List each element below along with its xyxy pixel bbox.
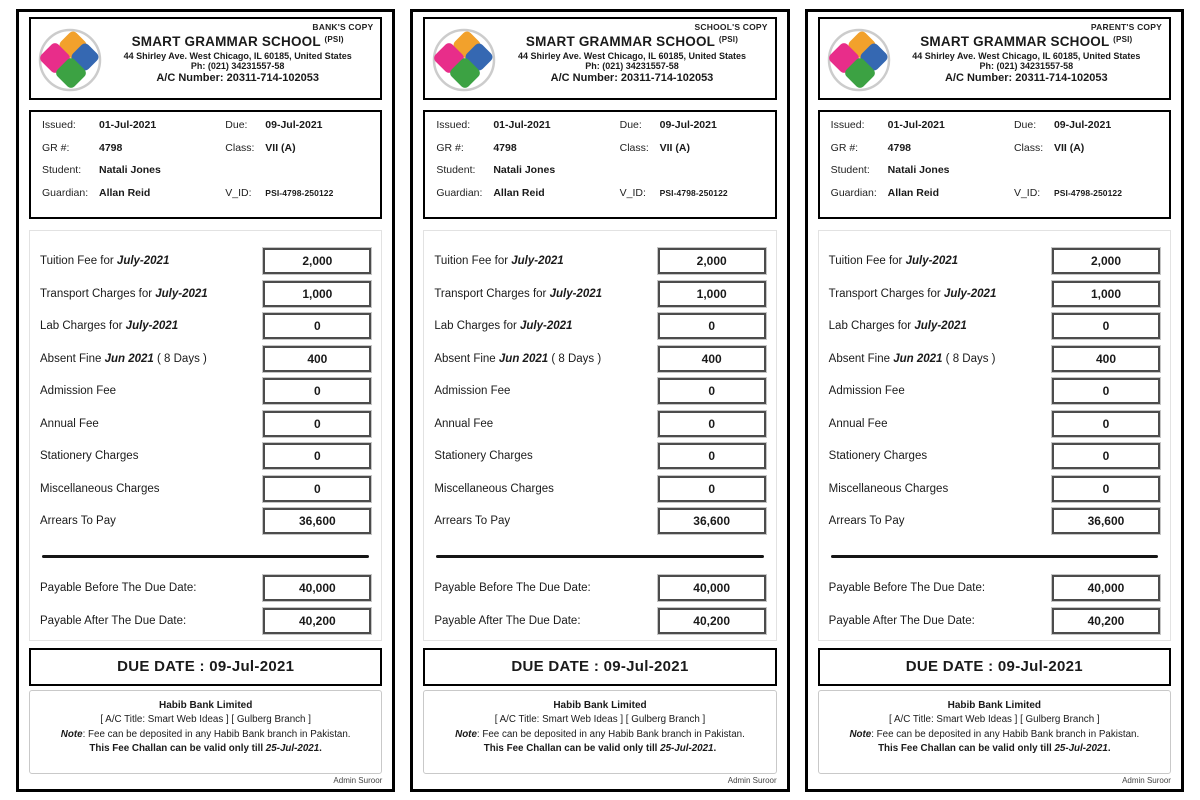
- fee-amount-box: 0: [1052, 443, 1160, 469]
- fee-label: Absent Fine Jun 2021 ( 8 Days ): [828, 352, 996, 365]
- deposit-note: Note: Fee can be deposited in any Habib Bank branch in Pakistan.: [849, 728, 1140, 740]
- class-field: [1014, 142, 1158, 154]
- deposit-note: Note: Fee can be deposited in any Habib Bank branch in Pakistan.: [60, 728, 351, 740]
- school-logo-icon: [38, 28, 102, 92]
- due-field: [1014, 119, 1158, 131]
- payable-before-label: Payable Before The Due Date:: [434, 582, 591, 594]
- class-label: Class:: [619, 141, 649, 154]
- fee-amount-box: 0: [1052, 313, 1160, 339]
- validity-note: This Fee Challan can be valid only till 25-Jul-2021.: [878, 743, 1111, 755]
- fee-row-annual: [829, 411, 1160, 437]
- fee-row-absent-fine: [40, 346, 371, 372]
- bank-account-title: [ A/C Title: Smart Web Ideas ] [ Gulberg Branch ]: [494, 713, 706, 725]
- due-date-banner: DUE DATE : 09-Jul-2021: [423, 648, 776, 686]
- payable-after-row: [40, 608, 371, 634]
- fee-amount-box: 36,600: [658, 508, 766, 534]
- gr-label: GR #:: [830, 141, 859, 154]
- fee-label: Annual Fee: [40, 417, 99, 430]
- fee-label: Stationery Charges: [828, 450, 928, 462]
- school-logo-icon: [432, 28, 496, 92]
- issued-value: 01-Jul-2021: [887, 119, 945, 131]
- voucher-id-field: [1014, 187, 1158, 199]
- guardian-value: Allan Reid: [887, 186, 939, 199]
- payable-before-row: [829, 575, 1160, 601]
- school-name-suffix: (PSI): [1113, 35, 1133, 44]
- fee-label: Annual Fee: [828, 417, 888, 430]
- payable-after-row: [829, 608, 1160, 634]
- class-value: VII (A): [1053, 141, 1085, 154]
- fee-row-admission: [434, 378, 765, 404]
- fee-row-miscellaneous: [434, 476, 765, 502]
- class-field: [620, 142, 764, 154]
- bank-footer-box: [29, 690, 382, 774]
- fee-label: Stationery Charges: [40, 450, 139, 462]
- deposit-note: Note: Fee can be deposited in any Habib Bank branch in Pakistan.: [455, 728, 745, 740]
- fee-amount-box: 0: [263, 443, 371, 469]
- fee-label: Lab Charges for July-2021: [40, 320, 179, 332]
- voucher-id-field: [620, 187, 764, 199]
- info-row-dates: [831, 119, 1158, 142]
- fee-label: Arrears To Pay: [434, 515, 511, 527]
- gr-label: GR #:: [436, 141, 464, 154]
- due-value: 09-Jul-2021: [265, 119, 323, 131]
- fee-label: Absent Fine Jun 2021 ( 8 Days ): [434, 352, 602, 365]
- fee-label: Arrears To Pay: [828, 515, 905, 527]
- school-info: [102, 34, 373, 84]
- school-address: 44 Shirley Ave. West Chicago, IL 60185, United States: [517, 51, 747, 61]
- school-info: [496, 34, 767, 84]
- class-field: [225, 142, 369, 154]
- fee-label: Annual Fee: [434, 417, 494, 430]
- fee-row-tuition: [40, 248, 371, 274]
- info-row-student: [42, 164, 369, 187]
- fee-label: Lab Charges for July-2021: [434, 320, 573, 332]
- fee-amount-box: 36,600: [1052, 508, 1160, 534]
- fee-row-lab: [40, 313, 371, 339]
- student-field: [831, 164, 1014, 176]
- info-row-guardian: [436, 187, 763, 210]
- issued-label: Issued:: [830, 119, 865, 131]
- fee-row-transport: [829, 281, 1160, 307]
- payable-before-amount-box: 40,000: [263, 575, 371, 601]
- payable-after-label: Payable After The Due Date:: [828, 614, 975, 627]
- fee-row-stationery: [40, 443, 371, 469]
- info-row-guardian: [42, 187, 369, 210]
- copy-type-label: BANK'S COPY: [312, 22, 374, 32]
- fee-label: Miscellaneous Charges: [828, 482, 949, 495]
- payable-before-row: [434, 575, 765, 601]
- bank-name: Habib Bank Limited: [553, 699, 647, 711]
- fee-row-arrears: [40, 508, 371, 534]
- school-name-suffix: (PSI): [718, 35, 739, 44]
- school-phone: Ph: (021) 34231557-58: [190, 61, 285, 71]
- payable-after-label: Payable After The Due Date:: [40, 614, 187, 627]
- fee-row-transport: [434, 281, 765, 307]
- fee-label: Miscellaneous Charges: [40, 482, 160, 495]
- guardian-label: Guardian:: [830, 186, 877, 199]
- student-label: Student:: [830, 164, 870, 176]
- due-value: 09-Jul-2021: [659, 119, 717, 131]
- issued-field: [831, 119, 1014, 131]
- student-field: [436, 164, 619, 176]
- student-info-box: [29, 110, 382, 219]
- guardian-label: Guardian:: [436, 186, 483, 199]
- fee-details-box: [423, 230, 776, 641]
- bank-account-title: [ A/C Title: Smart Web Ideas ] [ Gulberg Branch ]: [889, 713, 1100, 725]
- school-name: [891, 34, 1162, 49]
- voucher-id-label: V_ID:: [1013, 186, 1041, 199]
- info-row-guardian: [831, 187, 1158, 210]
- issued-value: 01-Jul-2021: [99, 119, 157, 131]
- school-name-suffix: (PSI): [324, 35, 344, 44]
- school-header-row: [827, 32, 1162, 92]
- guardian-label: Guardian:: [42, 186, 89, 199]
- voucher-id-label: V_ID:: [225, 186, 252, 199]
- due-date-banner: DUE DATE : 09-Jul-2021: [818, 648, 1171, 686]
- fee-label: Absent Fine Jun 2021 ( 8 Days ): [40, 352, 207, 365]
- fee-amount-box: 1,000: [658, 281, 766, 307]
- class-label: Class:: [225, 141, 255, 154]
- fee-label: Stationery Charges: [434, 450, 533, 462]
- fee-challan: [410, 9, 789, 792]
- fee-amount-box: 0: [263, 411, 371, 437]
- class-value: VII (A): [659, 141, 690, 154]
- student-value: Natali Jones: [887, 164, 950, 176]
- fee-label: Tuition Fee for July-2021: [434, 255, 564, 267]
- due-label: Due:: [619, 119, 642, 131]
- issued-label: Issued:: [42, 119, 76, 131]
- bank-name: Habib Bank Limited: [158, 699, 253, 711]
- fee-amount-box: 1,000: [263, 281, 371, 307]
- info-row-gr-class: [436, 142, 763, 165]
- fee-row-admission: [40, 378, 371, 404]
- fee-label: Admission Fee: [434, 385, 511, 397]
- guardian-field: [831, 187, 1014, 199]
- fee-amount-box: 0: [263, 313, 371, 339]
- fee-row-lab: [829, 313, 1160, 339]
- total-separator-rule: [42, 555, 369, 558]
- fee-row-stationery: [829, 443, 1160, 469]
- school-info: [891, 34, 1162, 84]
- student-field: [42, 164, 225, 176]
- voucher-id-label: V_ID:: [619, 186, 646, 199]
- class-label: Class:: [1013, 141, 1044, 154]
- fee-amount-box: 0: [1052, 378, 1160, 404]
- student-info-box: [818, 110, 1171, 219]
- fee-challan: [16, 9, 395, 792]
- fee-label: Tuition Fee for July-2021: [828, 255, 959, 267]
- fee-amount-box: 0: [263, 378, 371, 404]
- student-info-box: [423, 110, 776, 219]
- gr-field: [831, 142, 1014, 154]
- fee-label: Transport Charges for July-2021: [434, 287, 603, 300]
- fee-amount-box: 0: [658, 378, 766, 404]
- fee-challan: [805, 9, 1184, 792]
- total-separator-rule: [831, 555, 1158, 558]
- admin-signature: Admin Suroor: [333, 776, 383, 785]
- bank-footer-box: [423, 690, 776, 774]
- fee-row-stationery: [434, 443, 765, 469]
- fee-row-absent-fine: [434, 346, 765, 372]
- fee-amount-box: 400: [658, 346, 766, 372]
- gr-field: [436, 142, 619, 154]
- gr-value: 4798: [99, 141, 123, 154]
- copy-type-label: SCHOOL'S COPY: [694, 22, 768, 32]
- school-phone: Ph: (021) 34231557-58: [585, 61, 679, 71]
- student-label: Student:: [42, 164, 82, 176]
- school-phone: Ph: (021) 34231557-58: [979, 61, 1074, 71]
- due-field: [225, 119, 369, 131]
- voucher-id-value: PSI-4798-250122: [659, 187, 728, 198]
- due-field: [620, 119, 764, 131]
- school-name-text: SMART GRAMMAR SCHOOL: [920, 34, 1110, 49]
- fee-row-admission: [829, 378, 1160, 404]
- fee-amount-box: 400: [263, 346, 371, 372]
- fee-amount-box: 36,600: [263, 508, 371, 534]
- fee-amount-box: 0: [658, 313, 766, 339]
- due-value: 09-Jul-2021: [1053, 119, 1112, 131]
- bank-name: Habib Bank Limited: [947, 699, 1041, 711]
- payable-after-row: [434, 608, 765, 634]
- school-logo-icon: [827, 28, 891, 92]
- fee-amount-box: 0: [1052, 411, 1160, 437]
- due-label: Due:: [1013, 119, 1037, 131]
- info-row-dates: [436, 119, 763, 142]
- bank-footer-box: [818, 690, 1171, 774]
- guardian-field: [42, 187, 225, 199]
- school-account-number: A/C Number: 20311-714-102053: [550, 72, 714, 84]
- gr-label: GR #:: [42, 141, 70, 154]
- fee-row-tuition: [434, 248, 765, 274]
- gr-value: 4798: [887, 141, 912, 154]
- gr-field: [42, 142, 225, 154]
- school-name-text: SMART GRAMMAR SCHOOL: [525, 34, 715, 49]
- info-row-gr-class: [831, 142, 1158, 165]
- fee-label: Admission Fee: [828, 385, 905, 397]
- fee-amount-box: 0: [1052, 476, 1160, 502]
- fee-row-miscellaneous: [829, 476, 1160, 502]
- fee-details-box: [818, 230, 1171, 641]
- issued-value: 01-Jul-2021: [493, 119, 551, 131]
- fee-label: Admission Fee: [40, 385, 117, 397]
- guardian-value: Allan Reid: [99, 186, 151, 199]
- class-value: VII (A): [265, 141, 296, 154]
- validity-note: This Fee Challan can be valid only till 25-Jul-2021.: [89, 743, 322, 755]
- school-address: 44 Shirley Ave. West Chicago, IL 60185, United States: [912, 51, 1141, 61]
- payable-after-amount-box: 40,200: [658, 608, 766, 634]
- voucher-id-value: PSI-4798-250122: [1053, 187, 1123, 198]
- fee-amount-box: 2,000: [658, 248, 766, 274]
- payable-before-label: Payable Before The Due Date:: [40, 582, 197, 594]
- fee-amount-box: 400: [1052, 346, 1160, 372]
- payable-after-label: Payable After The Due Date:: [434, 614, 581, 627]
- issued-field: [42, 119, 225, 131]
- fee-amount-box: 0: [658, 476, 766, 502]
- fee-row-lab: [434, 313, 765, 339]
- due-date-banner: DUE DATE : 09-Jul-2021: [29, 648, 382, 686]
- fee-row-annual: [434, 411, 765, 437]
- fee-row-arrears: [829, 508, 1160, 534]
- payable-before-label: Payable Before The Due Date:: [828, 582, 986, 594]
- fee-row-tuition: [829, 248, 1160, 274]
- voucher-id-value: PSI-4798-250122: [265, 187, 334, 198]
- info-row-student: [436, 164, 763, 187]
- school-account-number: A/C Number: 20311-714-102053: [944, 72, 1108, 84]
- fee-amount-box: 0: [263, 476, 371, 502]
- fee-amount-box: 2,000: [1052, 248, 1160, 274]
- student-value: Natali Jones: [493, 164, 556, 176]
- total-separator-rule: [436, 555, 763, 558]
- payable-after-amount-box: 40,200: [1052, 608, 1160, 634]
- fee-label: Transport Charges for July-2021: [828, 287, 997, 300]
- student-label: Student:: [436, 164, 476, 176]
- due-label: Due:: [225, 119, 248, 131]
- bank-account-title: [ A/C Title: Smart Web Ideas ] [ Gulberg Branch ]: [100, 713, 311, 725]
- info-row-gr-class: [42, 142, 369, 165]
- payable-before-amount-box: 40,000: [1052, 575, 1160, 601]
- fee-row-miscellaneous: [40, 476, 371, 502]
- school-header: [29, 17, 382, 100]
- info-row-dates: [42, 119, 369, 142]
- guardian-field: [436, 187, 619, 199]
- admin-signature: Admin Suroor: [727, 776, 777, 785]
- fee-row-absent-fine: [829, 346, 1160, 372]
- fee-label: Miscellaneous Charges: [434, 482, 554, 495]
- fee-label: Lab Charges for July-2021: [828, 320, 967, 332]
- issued-label: Issued:: [436, 119, 471, 131]
- guardian-value: Allan Reid: [493, 186, 545, 199]
- school-header: [423, 17, 776, 100]
- info-row-student: [831, 164, 1158, 187]
- school-address: 44 Shirley Ave. West Chicago, IL 60185, United States: [123, 51, 352, 61]
- fee-amount-box: 0: [658, 443, 766, 469]
- school-name: [496, 34, 767, 49]
- issued-field: [436, 119, 619, 131]
- payable-before-amount-box: 40,000: [658, 575, 766, 601]
- payable-before-row: [40, 575, 371, 601]
- fee-amount-box: 1,000: [1052, 281, 1160, 307]
- school-header-row: [38, 32, 373, 92]
- student-value: Natali Jones: [99, 164, 161, 176]
- fee-amount-box: 0: [658, 411, 766, 437]
- fee-label: Tuition Fee for July-2021: [40, 255, 170, 267]
- fee-row-arrears: [434, 508, 765, 534]
- fee-row-transport: [40, 281, 371, 307]
- fee-details-box: [29, 230, 382, 641]
- school-account-number: A/C Number: 20311-714-102053: [156, 72, 319, 84]
- copy-type-label: PARENT'S COPY: [1090, 22, 1162, 32]
- fee-label: Transport Charges for July-2021: [40, 287, 208, 300]
- fee-row-annual: [40, 411, 371, 437]
- school-header: [818, 17, 1171, 100]
- payable-after-amount-box: 40,200: [263, 608, 371, 634]
- school-name: [102, 34, 373, 49]
- admin-signature: Admin Suroor: [1122, 776, 1171, 785]
- fee-label: Arrears To Pay: [40, 515, 116, 527]
- validity-note: This Fee Challan can be valid only till 25-Jul-2021.: [483, 743, 717, 755]
- school-header-row: [432, 32, 767, 92]
- voucher-id-field: [225, 187, 369, 199]
- school-name-text: SMART GRAMMAR SCHOOL: [131, 34, 321, 49]
- fee-amount-box: 2,000: [263, 248, 371, 274]
- gr-value: 4798: [493, 141, 517, 154]
